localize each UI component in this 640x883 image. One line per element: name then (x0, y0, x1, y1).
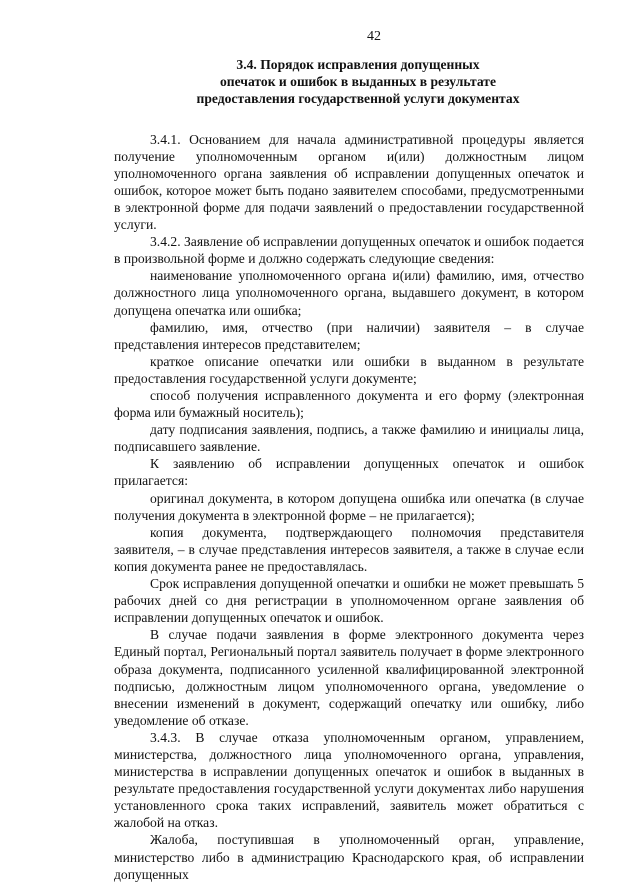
document-body (114, 131, 584, 883)
attachments-intro: К заявлению об исправлении допущенных опечаток и ошибок прилагается: (114, 456, 584, 489)
paragraph-3-4-1: 3.4.1. Основанием для начала административной процедуры является получение уполномоченным органом и(или) должностным лицом уполномоченного органа заявления об исправлении допущенных опечаток и ошибок, которое может быть подано заявителем способами, предусмотренными в электронной форме для подачи заявлений о предоставлении государственной услуги. (114, 131, 584, 233)
requirement-item: фамилию, имя, отчество (при наличии) заявителя – в случае представления интересов представителем; (114, 319, 584, 352)
requirement-item: наименование уполномоченного органа и(или) фамилию, имя, отчество должностного лица уполномоченного органа, выдавшего документ, в котором допущена опечатка или ошибка; (114, 268, 584, 318)
section-heading (114, 56, 584, 108)
electronic-submission-paragraph: В случае подачи заявления в форме электронного документа через Единый портал, Региональный портал заявитель получает в форме электронного образа документа, подписанного усиленной квалифицированной электронной подписью, должностным лицом уполномоченного органа, уведомление о внесении изменений в документ, содержащий опечатку или ошибку, либо уведомление об отказе. (114, 627, 584, 728)
section-heading-line: предоставления государственной услуги документах (196, 91, 520, 107)
paragraph-3-4-3: 3.4.3. В случае отказа уполномоченным органом, управлением, министерства, должностного лица уполномоченного органа, управления, министерства в исправлении допущенных опечаток и ошибок в выданных в результате предоставления государственной услуги документах либо нарушения установленного срока таких исправлений, заявитель может обратиться с жалобой на отказ. (114, 729, 584, 831)
complaint-paragraph: Жалоба, поступившая в уполномоченный орган, управление, министерство либо в администрацию Краснодарского края, об исправлении допущенных (114, 832, 584, 882)
attachment-item: оригинал документа, в котором допущена ошибка или опечатка (в случае получения документа в электронной форме – не прилагается); (114, 490, 584, 523)
requirement-item: способ получения исправленного документа и его форму (электронная форма или бумажный носитель); (114, 388, 584, 421)
requirement-item: дату подписания заявления, подпись, а также фамилию и инициалы лица, подписавшего заявление. (114, 422, 584, 455)
page-number: 42 (367, 29, 381, 44)
paragraph-3-4-2: 3.4.2. Заявление об исправлении допущенных опечаток и ошибок подается в произвольной форме и должно содержать следующие сведения: (114, 234, 584, 267)
requirement-item: краткое описание опечатки или ошибки в выданном в результате предоставления государственной услуги документе; (114, 353, 584, 386)
section-heading-line: опечаток и ошибок в выданных в результате (219, 74, 497, 90)
attachment-item: копия документа, подтверждающего полномочия представителя заявителя, – в случае представления интересов заявителя, а также в случае если копия документа ранее не предоставлялась. (114, 524, 584, 574)
deadline-paragraph: Срок исправления допущенной опечатки и ошибки не может превышать 5 рабочих дней со дня регистрации в уполномоченном органе заявления об исправлении допущенных опечаток и ошибок. (114, 576, 584, 626)
section-heading-line: 3.4. Порядок исправления допущенных (236, 57, 480, 72)
